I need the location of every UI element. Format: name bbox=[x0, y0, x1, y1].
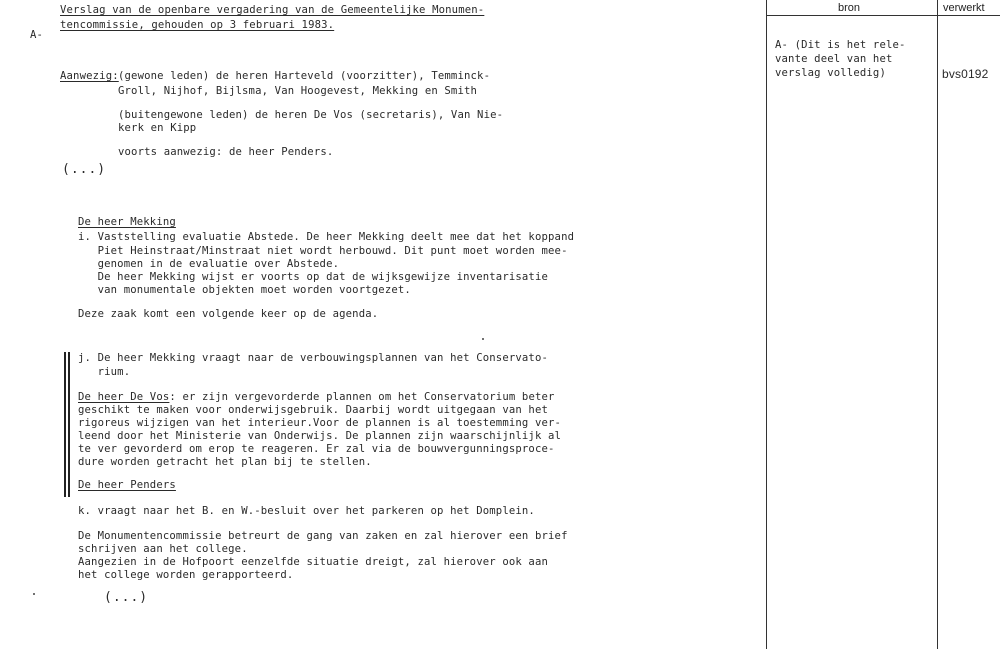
reply-line-1 bbox=[78, 391, 555, 404]
bron-note-line-2: vante deel van het bbox=[775, 53, 893, 65]
margin-label: A- bbox=[30, 29, 44, 41]
margin-bar-outer bbox=[64, 352, 66, 497]
reply-line-3: rigoreus wijzigen van het interieur.Voor de plannen is al toestemming ver- bbox=[78, 417, 562, 429]
item-i-line-1: i. Vaststelling evaluatie Abstede. De heer Mekking deelt mee dat het koppand bbox=[78, 231, 575, 243]
scan-speck bbox=[482, 338, 484, 340]
item-j-line-2: rium. bbox=[78, 366, 131, 378]
reply-line-4: leend door het Ministerie van Onderwijs. De plannen zijn waarschijnlijk al bbox=[78, 430, 562, 442]
penders-para-line-1: De Monumentencommissie betreurt de gang van zaken en zal hierover een brief bbox=[78, 530, 568, 542]
column-divider-left bbox=[766, 0, 767, 649]
omission-mark-bottom: (...) bbox=[104, 590, 149, 605]
scan-speck bbox=[33, 593, 35, 595]
penders-para-line-3: Aangezien in de Hofpoort eenzelfde situatie dreigt, zal hierover ook aan bbox=[78, 556, 549, 568]
verwerkt-code: bvs0192 bbox=[942, 67, 989, 81]
item-i-line-4: De heer Mekking wijst er voorts op dat de wijksgewijze inventarisatie bbox=[78, 271, 549, 283]
header-rule bbox=[766, 15, 1000, 16]
column-header-verwerkt: verwerkt bbox=[943, 2, 985, 14]
penders-para-line-4: het college worden gerapporteerd. bbox=[78, 569, 294, 581]
reply-line-5: te ver gevorderd om erop te reageren. Er zal via de bouwvergunningsproce- bbox=[78, 443, 555, 455]
agenda-note: Deze zaak komt een volgende keer op de agenda. bbox=[78, 308, 379, 320]
heading-de-heer-penders: De heer Penders bbox=[78, 479, 176, 491]
margin-bar-inner bbox=[68, 352, 70, 497]
item-j-line-1: j. De heer Mekking vraagt naar de verbouwingsplannen van het Conservato- bbox=[78, 352, 549, 364]
reply-line-6: dure worden getracht het plan bij te stellen. bbox=[78, 456, 372, 468]
document-title-line-1: Verslag van de openbare vergadering van de Gemeentelijke Monumen- bbox=[60, 4, 485, 16]
speaker-de-vos: De heer De Vos bbox=[78, 391, 170, 403]
item-i-line-2: Piet Heinstraat/Minstraat niet wordt herbouwd. Dit punt moet worden mee- bbox=[78, 245, 568, 257]
heading-de-heer-mekking: De heer Mekking bbox=[78, 216, 176, 228]
item-i-line-5: van monumentale objekten moet worden voortgezet. bbox=[78, 284, 411, 296]
document-title-line-2: tencommissie, gehouden op 3 februari 1983. bbox=[60, 19, 335, 31]
attendance-regular-line-2: Groll, Nijhof, Bijlsma, Van Hoogevest, Mekking en Smith bbox=[118, 85, 478, 97]
reply-line-1-text: : er zijn vergevorderde plannen om het Conservatorium beter bbox=[169, 391, 555, 403]
penders-para-line-2: schrijven aan het college. bbox=[78, 543, 248, 555]
column-header-bron: bron bbox=[838, 2, 861, 14]
omission-mark-top: (...) bbox=[62, 162, 107, 177]
attendance-extra-line-1: (buitengewone leden) de heren De Vos (secretaris), Van Nie- bbox=[118, 109, 504, 121]
attendance-also-present: voorts aanwezig: de heer Penders. bbox=[118, 146, 334, 158]
bron-note-line-1: A- (Dit is het rele- bbox=[775, 39, 906, 51]
item-i-line-3: genomen in de evaluatie over Abstede. bbox=[78, 258, 340, 270]
column-divider-right bbox=[937, 0, 938, 649]
attendance-label: Aanwezig: bbox=[60, 70, 119, 82]
reply-line-2: geschikt te maken voor onderwijsgebruik. Daarbij wordt uitgegaan van het bbox=[78, 404, 549, 416]
item-k: k. vraagt naar het B. en W.-besluit over het parkeren op het Domplein. bbox=[78, 505, 535, 517]
attendance-regular-line-1: (gewone leden) de heren Harteveld (voorzitter), Temminck- bbox=[118, 70, 491, 82]
attendance-extra-line-2: kerk en Kipp bbox=[118, 122, 197, 134]
bron-note-line-3: verslag volledig) bbox=[775, 67, 886, 79]
